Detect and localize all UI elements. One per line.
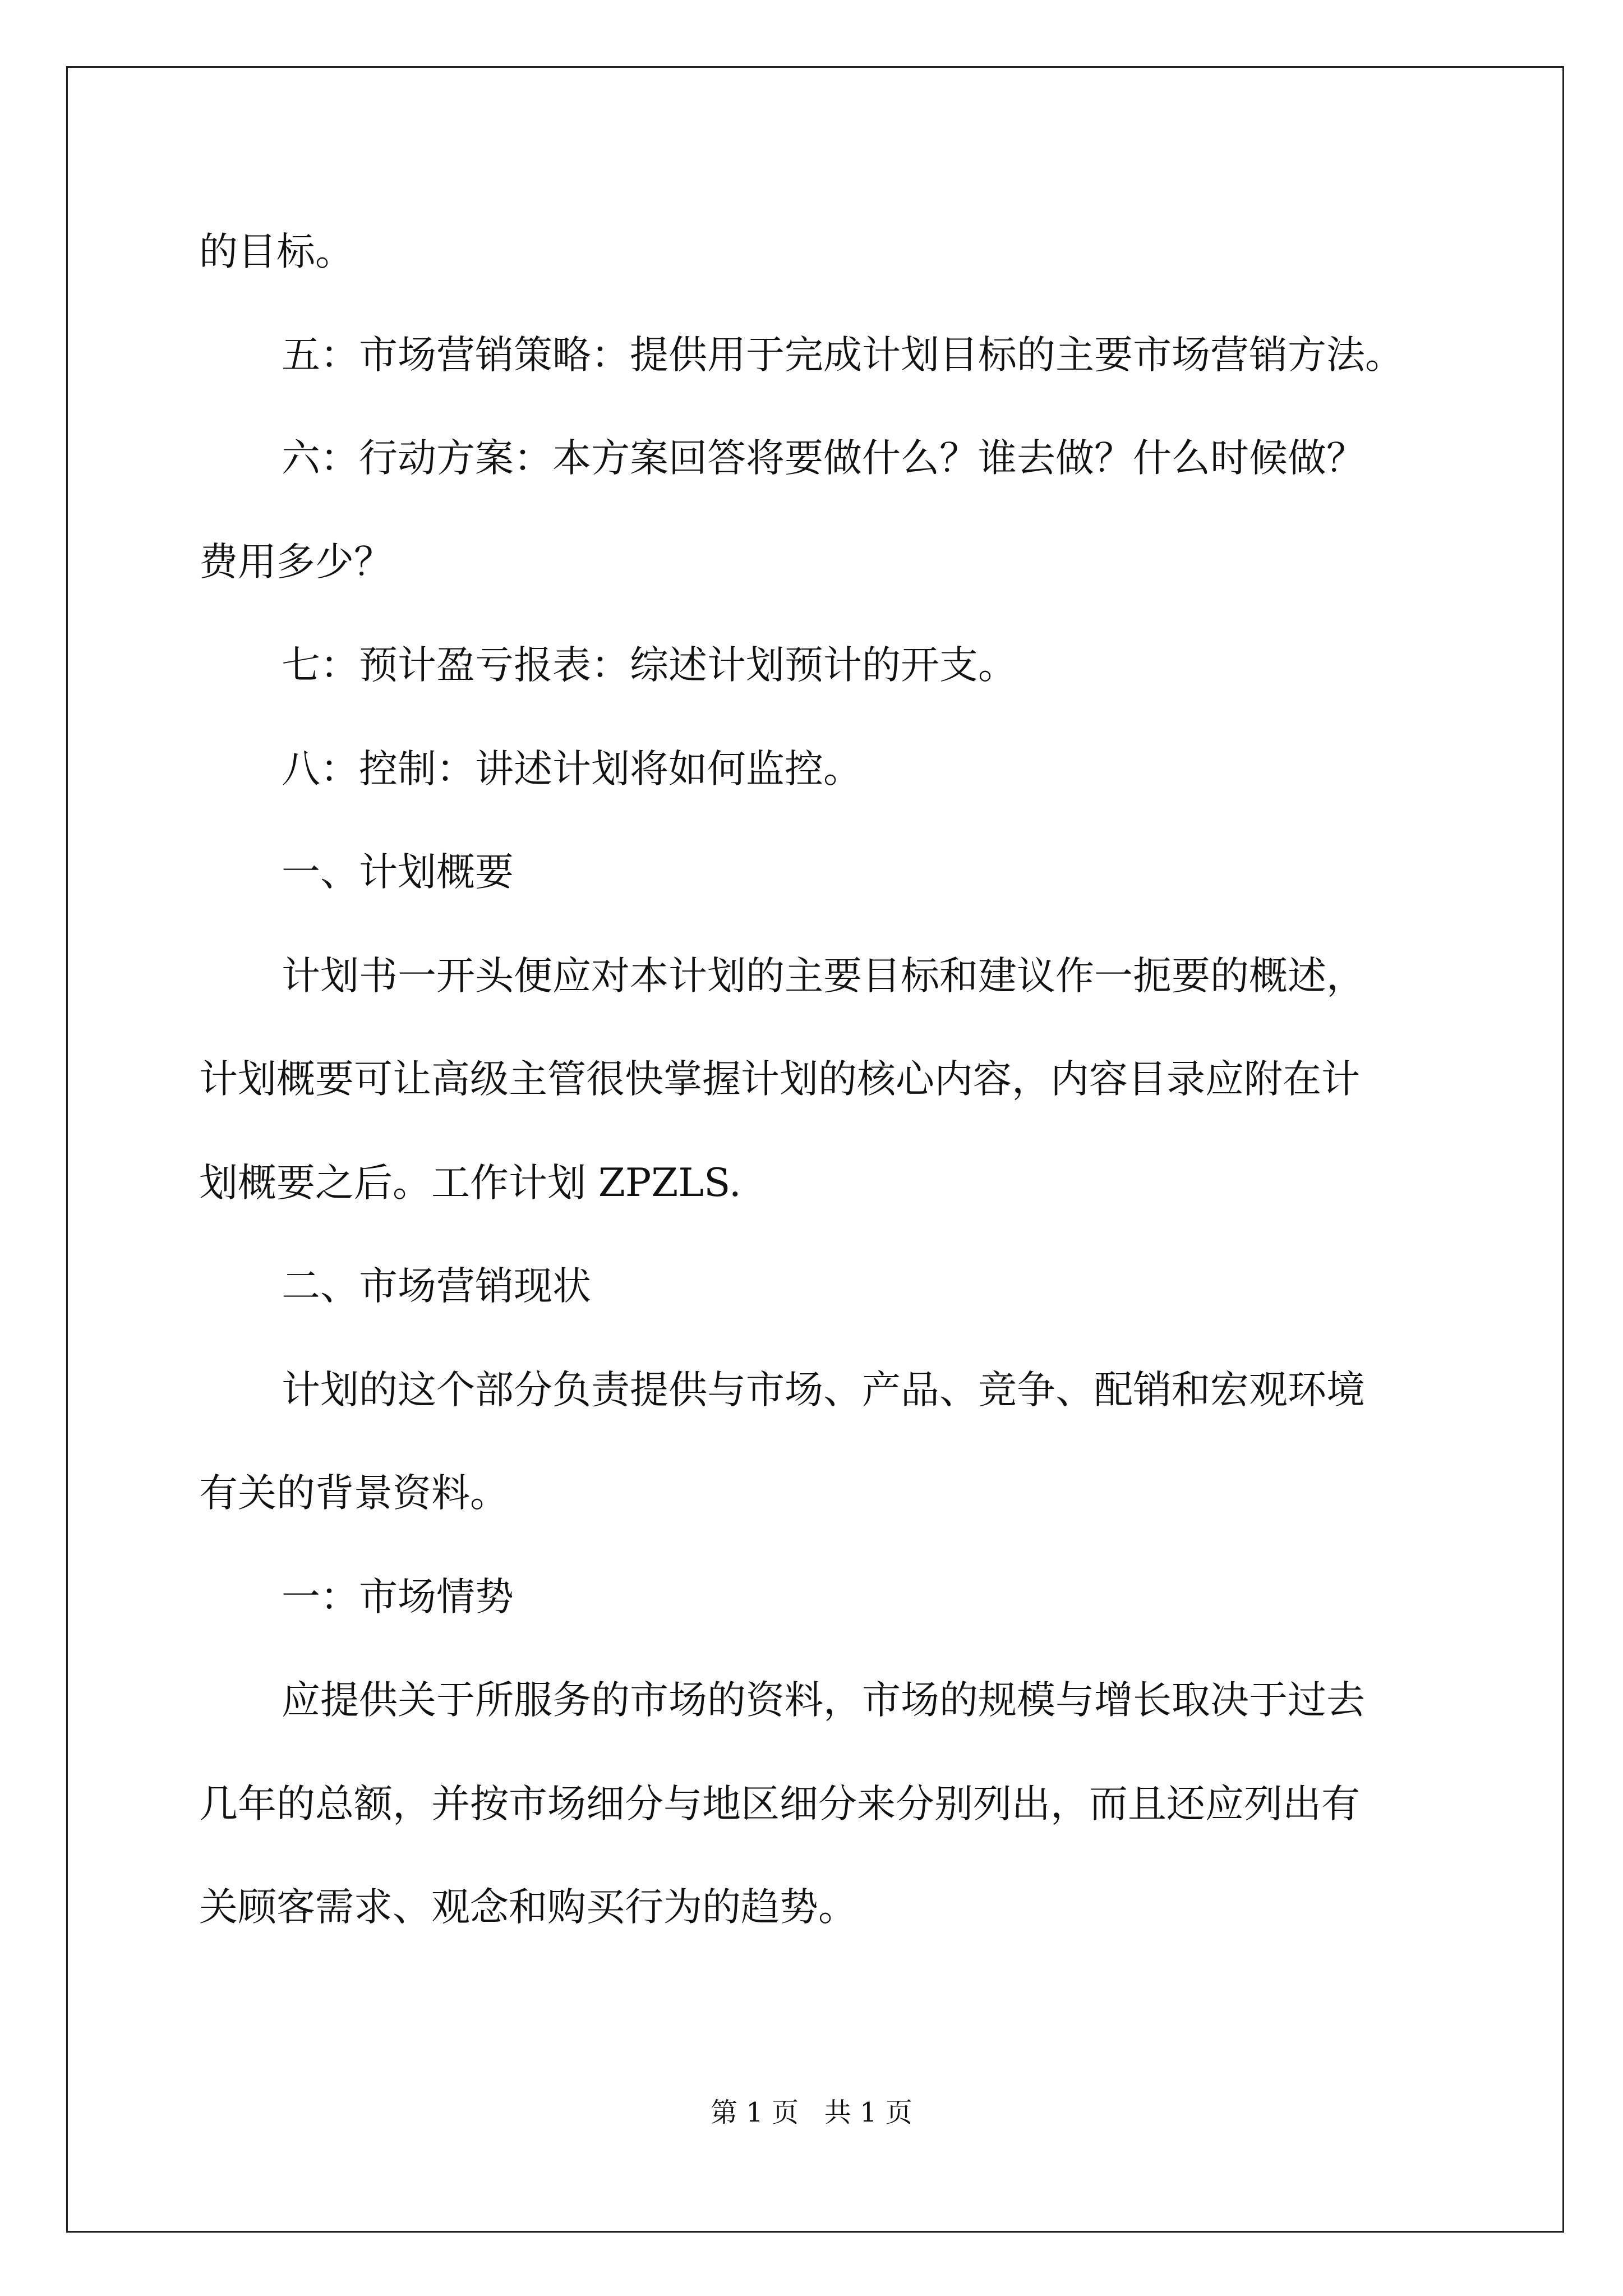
body-line-5: 七：预计盈亏报表：综述计划预计的开支。 [282,643,1017,688]
body-line-4: 费用多少？ [199,540,393,585]
body-line-17: 关顾客需求、观念和购买行为的趋势。 [199,1885,857,1930]
body-line-12: 计划的这个部分负责提供与市场、产品、竞争、配销和宏观环境 [282,1368,1365,1412]
body-line-13: 有关的背景资料。 [199,1471,509,1516]
subsection-heading-market-situation: 一：市场情势 [282,1575,514,1619]
section-heading-plan-summary: 一、计划概要 [282,850,514,895]
body-line-16: 几年的总额，并按市场细分与地区细分来分别列出，而且还应列出有 [199,1782,1360,1826]
body-line-2: 五：市场营销策略：提供用于完成计划目标的主要市场营销方法。 [282,333,1404,378]
body-line-3: 六：行动方案：本方案回答将要做什么？谁去做？什么时候做？ [282,436,1365,481]
body-line-15: 应提供关于所服务的市场的资料，市场的规模与增长取决于过去 [282,1678,1365,1723]
page-number-footer: 第 1 页 共 1 页 [711,2097,912,2128]
section-heading-market-status: 二、市场营销现状 [282,1264,591,1309]
body-line-10: 划概要之后。工作计划 ZPZLS. [199,1161,741,1205]
body-line-6: 八：控制：讲述计划将如何监控。 [282,747,862,792]
body-line-8: 计划书一开头便应对本计划的主要目标和建议作一扼要的概述， [282,954,1365,999]
body-line-1: 的目标。 [199,229,354,274]
body-line-9: 计划概要可让高级主管很快掌握计划的核心内容，内容目录应附在计 [199,1057,1360,1102]
